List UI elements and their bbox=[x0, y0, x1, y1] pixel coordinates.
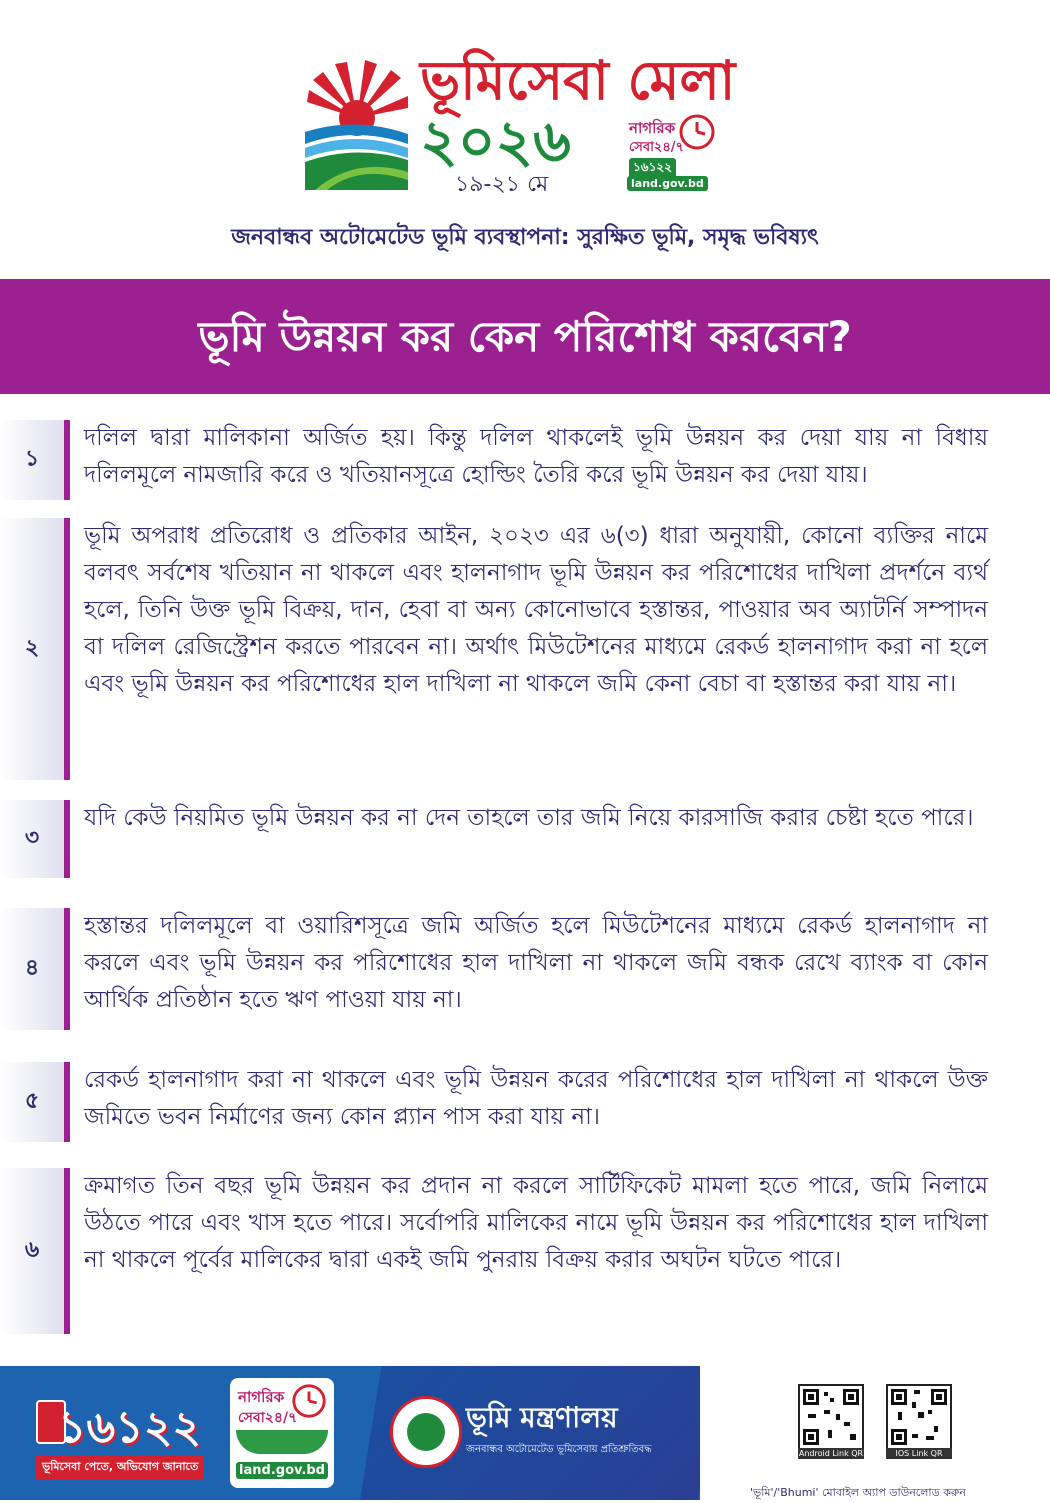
badge-line1: নাগরিক bbox=[629, 119, 676, 137]
android-qr-label: Android Link QR bbox=[798, 1449, 864, 1458]
item-text: হস্তান্তর দলিলমূলে বা ওয়ারিশসূত্রে জমি অর্জিত হলে মিউটেশনের মাধ্যমে রেকর্ড হালনাগাদ না করলে এবং ভূমি উন্নয়ন কর পরিশোধের হাল দাখিলা না থাকলে জমি বন্ধক রেখে ব্যাংক বা কোন আর্থিক প্রতিষ্ঠান হতে ঋণ পাওয়া যায় না। bbox=[84, 913, 988, 1013]
number-tab bbox=[0, 420, 64, 500]
item-number: ১ bbox=[24, 446, 40, 472]
item-number: ২ bbox=[24, 635, 40, 661]
hotline-logo bbox=[30, 1386, 230, 1482]
number-tab bbox=[0, 1168, 64, 1334]
fair-year: ২০২৬ bbox=[420, 107, 571, 175]
list-item bbox=[0, 1168, 1050, 1334]
ios-qr-code-icon[interactable] bbox=[886, 1384, 952, 1450]
fair-date: ১৯-২১ মে bbox=[455, 172, 549, 197]
nagorik-seba-logo bbox=[230, 1378, 334, 1488]
ministry-name: ভূমি মন্ত্রণালয় bbox=[466, 1401, 618, 1434]
number-tab bbox=[0, 908, 64, 1030]
footer-qr-panel bbox=[700, 1366, 1050, 1500]
list-item bbox=[0, 908, 1050, 1030]
badge-website: land.gov.bd bbox=[627, 176, 708, 191]
poster-header bbox=[0, 0, 1050, 280]
item-accent-bar bbox=[64, 800, 70, 878]
poster-footer bbox=[0, 1366, 1050, 1500]
nagorik-line2: সেবা২৪/৭ bbox=[238, 1410, 298, 1426]
item-text: দলিল দ্বারা মালিকানা অর্জিত হয়। কিন্তু দলিল থাকলেই ভূমি উন্নয়ন কর দেয়া যায় না বিধায় দলিলমূলে নামজারি করে ও খতিয়ানসূত্রে হোল্ডিং তৈরি করে ভূমি উন্নয়ন কর দেয়া যায়। bbox=[84, 425, 988, 488]
title-banner bbox=[0, 279, 1050, 394]
badge-hotline: ১৬১২২ bbox=[629, 158, 676, 180]
item-accent-bar bbox=[64, 518, 70, 780]
item-accent-bar bbox=[64, 1062, 70, 1142]
list-item bbox=[0, 420, 1050, 500]
banner-title: ভূমি উন্নয়ন কর কেন পরিশোধ করবেন? bbox=[198, 312, 852, 361]
item-text: যদি কেউ নিয়মিত ভূমি উন্নয়ন কর না দেন তাহলে তার জমি নিয়ে কারসাজি করার চেষ্টা হতে পারে। bbox=[84, 805, 974, 831]
field-icon bbox=[236, 1430, 328, 1454]
item-number: ৫ bbox=[24, 1088, 40, 1114]
list-item bbox=[0, 1062, 1050, 1142]
tagline: জনবান্ধব অটোমেটেড ভূমি ব্যবস্থাপনা: সুরক্ষিত ভূমি, সমৃদ্ধ ভবিষ্যৎ bbox=[231, 225, 819, 250]
item-number: ৩ bbox=[24, 825, 40, 851]
fair-title: ভূমিসেবা মেলা bbox=[420, 49, 736, 112]
item-accent-bar bbox=[64, 420, 70, 500]
ministry-tagline: জনবান্ধব অটোমেটেড ভূমিসেবায় প্রতিশ্রুতিবদ্ধ bbox=[466, 1444, 652, 1455]
number-tab bbox=[0, 800, 64, 878]
item-text: রেকর্ড হালনাগাদ করা না থাকলে এবং ভূমি উন্নয়ন করের পরিশোধের হাল দাখিলা না থাকলে উক্ত জমিতে ভবন নির্মাণের জন্য কোন প্ল্যান পাস করা যায় না। bbox=[84, 1067, 988, 1130]
android-qr-code-icon[interactable] bbox=[798, 1384, 864, 1450]
list-item bbox=[0, 518, 1050, 780]
item-text: ক্রমাগত তিন বছর ভূমি উন্নয়ন কর প্রদান না করলে সার্টিফিকেট মামলা হতে পারে, জমি নিলামে উঠতে পারে এবং খাস হতে পারে। সর্বোপরি মালিকের নামে ভূমি উন্নয়ন কর পরিশোধের হাল দাখিলা না থাকলে পূর্বের মালিকের দ্বারা একই জমি পুনরায় বিক্রয় করার অঘটন ঘটতে পারে। bbox=[84, 1173, 988, 1273]
item-accent-bar bbox=[64, 1168, 70, 1334]
badge-line2: সেবা২৪/৭ bbox=[629, 140, 684, 155]
nagorik-line1: নাগরিক bbox=[238, 1388, 285, 1406]
item-accent-bar bbox=[64, 908, 70, 1030]
list-item bbox=[0, 800, 1050, 878]
item-text: ভূমি অপরাধ প্রতিরোধ ও প্রতিকার আইন, ২০২৩ এর ৬(৩) ধারা অনুযায়ী, কোনো ব্যক্তির নামে বলবৎ সর্বশেষ খতিয়ান না থাকলে এবং হালনাগাদ ভূমি উন্নয়ন কর পরিশোধের দাখিলা প্রদর্শনে ব্যর্থ হলে, তিনি উক্ত ভূমি বিক্রয়, দান, হেবা বা অন্য কোনোভাবে হস্তান্তর, পাওয়ার অব অ্যাটর্নি সম্পাদন বা দলিল রেজিস্ট্রেশন করতে পারবেন না। অর্থাৎ মিউটেশনের মাধ্যমে রেকর্ড হালনাগাদ করা না হলে এবং ভূমি উন্নয়ন কর পরিশোধের হাল দাখিলা না থাকলে জমি কেনা বেচা বা হস্তান্তর করা যায় না। bbox=[84, 523, 988, 697]
number-tab bbox=[0, 1062, 64, 1142]
item-number: ৬ bbox=[24, 1237, 40, 1263]
app-download-note: 'ভূমি'/'Bhumi' মোবাইল অ্যাপ ডাউনলোড করুন bbox=[750, 1486, 966, 1499]
hotline-number: ১৬১২২ bbox=[58, 1402, 201, 1453]
nagorik-website: land.gov.bd bbox=[236, 1462, 328, 1479]
bhumiseba-logo-icon bbox=[305, 60, 408, 190]
ios-qr-label: IOS Link QR bbox=[886, 1448, 952, 1459]
nagorik-seba-badge bbox=[625, 112, 717, 194]
government-seal-icon bbox=[390, 1396, 462, 1468]
number-tab bbox=[0, 518, 64, 780]
hotline-subtitle: ভূমিসেবা পেতে, অভিযোগ জানাতে bbox=[36, 1456, 204, 1479]
item-number: ৪ bbox=[24, 955, 40, 981]
